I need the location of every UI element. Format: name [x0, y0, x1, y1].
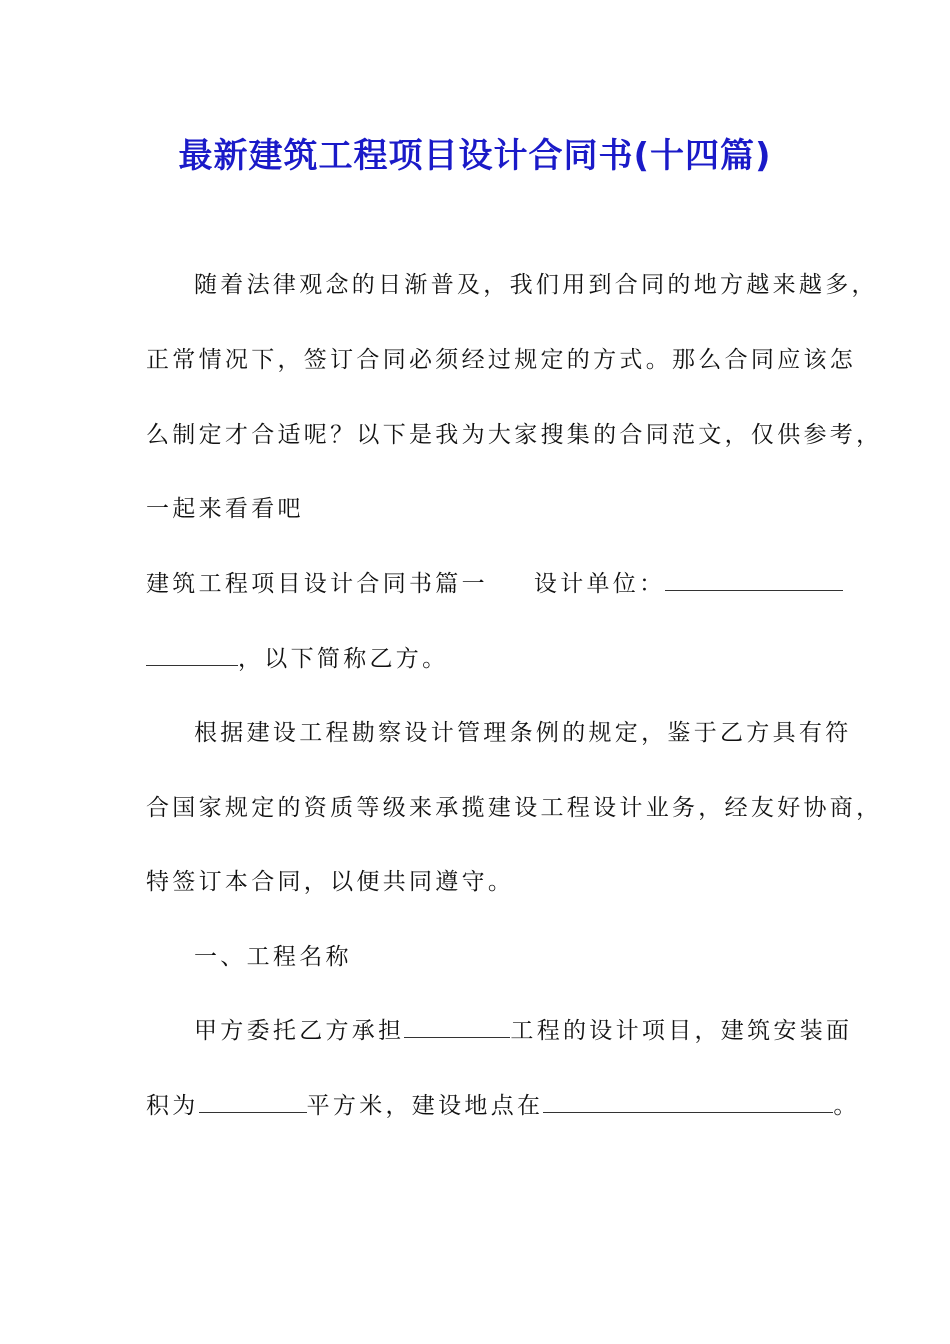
intro-line-1: 随着法律观念的日渐普及，我们用到合同的地方越来越多，	[194, 272, 878, 298]
intro-line-3: 么制定才合适呢？以下是我为大家搜集的合同范文，仅供参考，	[146, 422, 883, 448]
design-unit-blank	[665, 570, 843, 591]
clause-line-1b: 工程的设计项目，建筑安装面	[510, 1018, 853, 1044]
clause-line-1	[194, 1016, 852, 1046]
clause-line-2	[146, 1091, 860, 1121]
project-name-blank	[404, 1017, 510, 1038]
clause-line-2b: 平方米，建设地点在	[306, 1093, 544, 1119]
document-title: 最新建筑工程项目设计合同书(十四篇)	[178, 136, 772, 176]
area-blank	[199, 1092, 307, 1113]
abbrev-line	[146, 644, 448, 674]
section-heading: 建筑工程项目设计合同书篇一	[146, 571, 488, 597]
intro-line-2: 正常情况下，签订合同必须经过规定的方式。那么合同应该怎	[146, 347, 857, 373]
clause-heading: 一、工程名称	[194, 944, 352, 970]
clause-line-2a: 积为	[146, 1093, 199, 1119]
clause-line-1a: 甲方委托乙方承担	[194, 1018, 405, 1044]
clause-line-2c: 。	[833, 1093, 860, 1119]
section-heading-line	[146, 569, 843, 599]
design-unit-blank-continued	[146, 645, 238, 666]
location-blank	[543, 1092, 833, 1113]
abbrev-text: ，以下简称乙方。	[238, 646, 449, 672]
basis-line-1: 根据建设工程勘察设计管理条例的规定，鉴于乙方具有符	[194, 720, 852, 746]
basis-line-3: 特签订本合同，以便共同遵守。	[146, 869, 515, 895]
basis-line-2: 合国家规定的资质等级来承揽建设工程设计业务，经友好协商，	[146, 795, 883, 821]
design-unit-label: 设计单位：	[533, 571, 666, 597]
intro-line-4: 一起来看看吧	[146, 496, 304, 522]
